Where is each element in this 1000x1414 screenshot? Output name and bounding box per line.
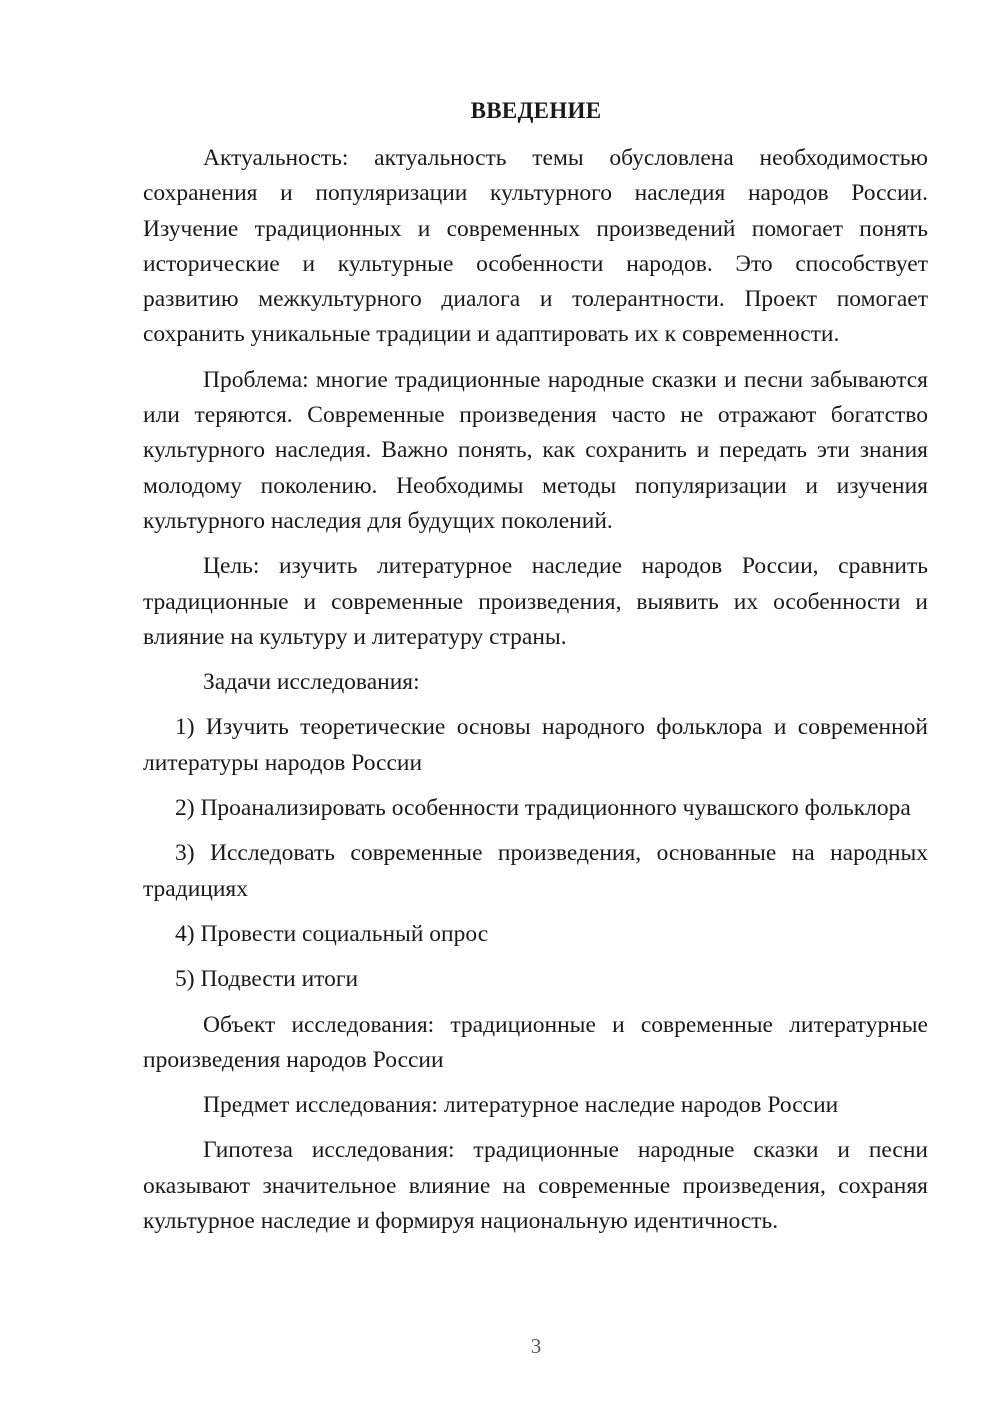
task-item-2: 2) Проанализировать особенности традиционного чувашского фольклора	[175, 795, 911, 822]
paragraph-goal: Цель: изучить литературное наследие народов России, сравнить традиционные и современные произведения, выявить их особенности и влияние на культуру и литературу страны.	[143, 553, 928, 650]
paragraph-object: Объект исследования: традиционные и современные литературные произведения народов России	[143, 1011, 928, 1073]
page-number: 3	[530, 1334, 542, 1358]
task-item-3: 3) Исследовать современные произведения, основанные на народных традициях	[143, 840, 928, 902]
document-body	[143, 141, 928, 1249]
page-title: ВВЕДЕНИЕ	[470, 98, 602, 123]
task-item-1: 1) Изучить теоретические основы народного фольклора и современной литературы народов России	[143, 714, 928, 776]
paragraph-problem: Проблема: многие традиционные народные сказки и песни забываются или теряются. Современные произведения часто не отражают богатство культурного наследия. Важно понять, как сохранить и передать эти знания молодому поколению. Необходимы методы популяризации и изучения культурного наследия для будущих поколений.	[143, 366, 928, 534]
paragraph-relevance: Актуальность: актуальность темы обусловлена необходимостью сохранения и популяризации культурного наследия народов России. Изучение традиционных и современных произведений помогает понять исторические и культурные особенности народов. Это способствует развитию межкультурного диалога и толерантности. Проект помогает сохранить уникальные традиции и адаптировать их к современности.	[143, 145, 928, 348]
task-item-4: 4) Провести социальный опрос	[175, 920, 489, 947]
paragraph-subject: Предмет исследования: литературное наследие народов России	[203, 1092, 839, 1119]
paragraph-tasks-heading: Задачи исследования:	[203, 669, 420, 696]
task-item-5: 5) Подвести итоги	[175, 966, 359, 993]
paragraph-hypothesis: Гипотеза исследования: традиционные народные сказки и песни оказывают значительное влияние на современные произведения, сохраняя культурное наследие и формируя национальную идентичность.	[143, 1137, 928, 1235]
